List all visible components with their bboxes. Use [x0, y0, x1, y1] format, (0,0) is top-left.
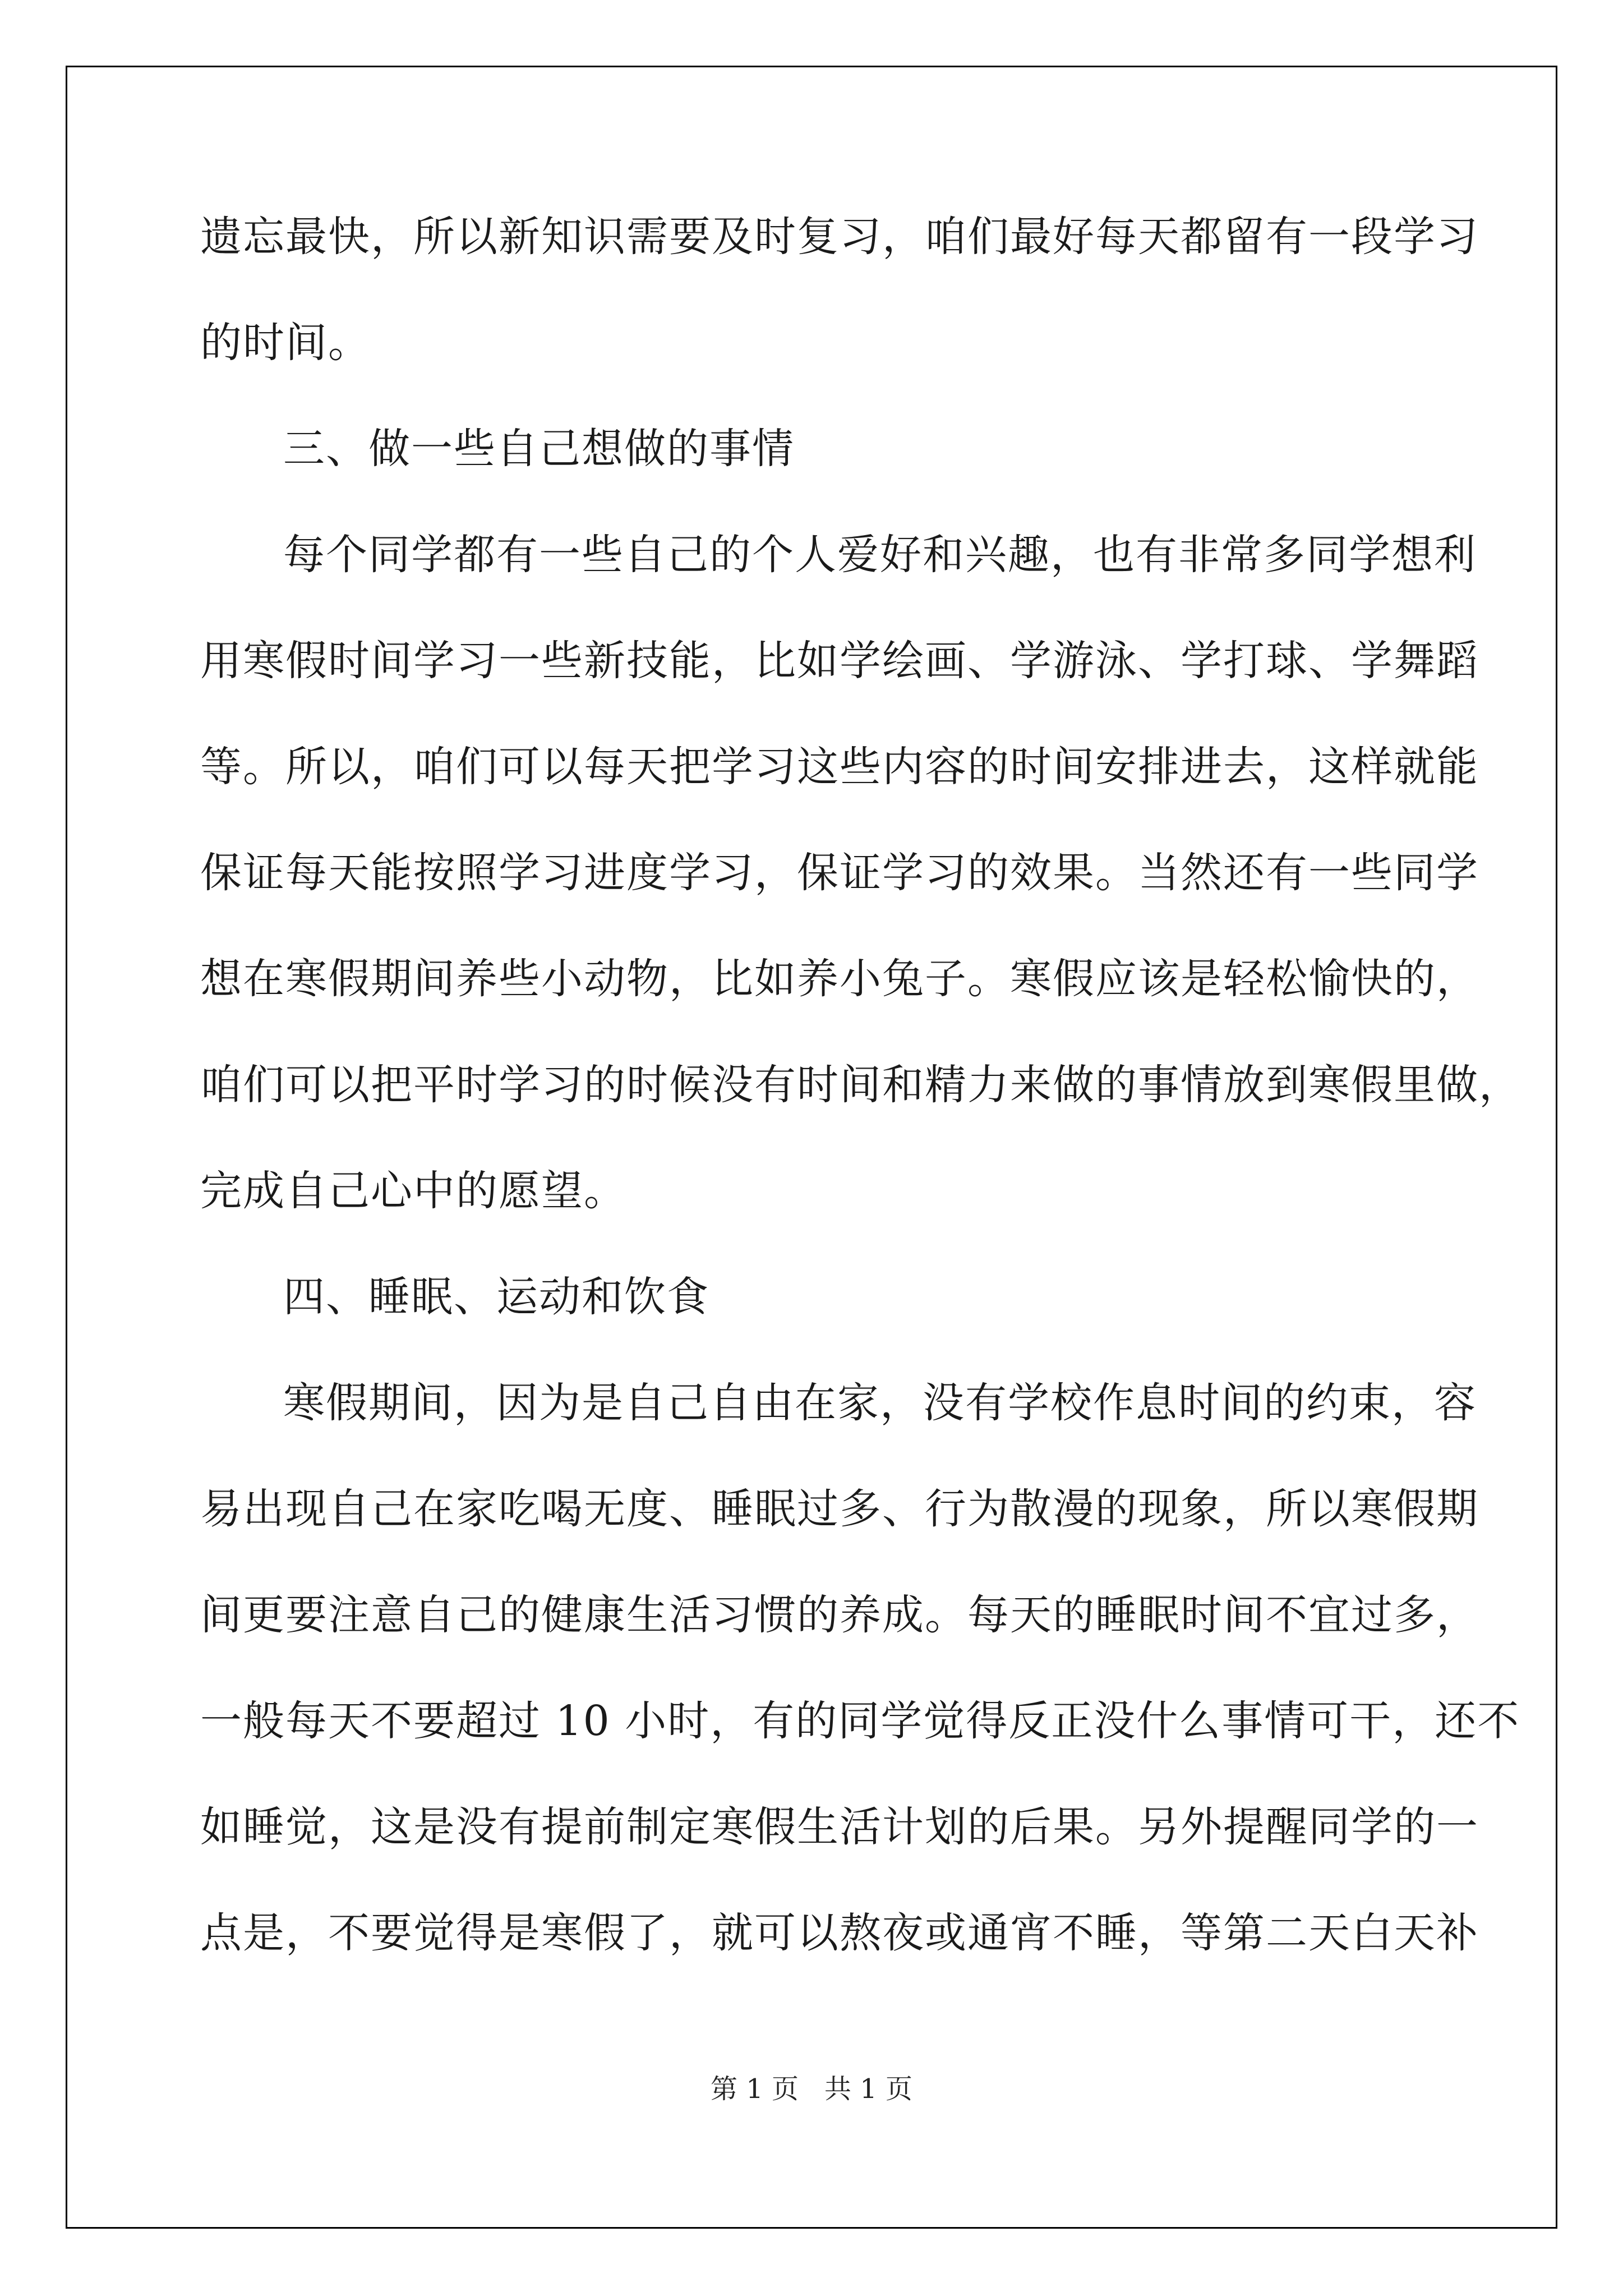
- text-line: 点是，不要觉得是寒假了，就可以熬夜或通宵不睡，等第二天白天补: [200, 1909, 1479, 1957]
- page-number: 第 1 页: [710, 2073, 799, 2105]
- text-line: 寒假期间，因为是自己自由在家，没有学校作息时间的约束，容: [283, 1379, 1477, 1427]
- section-heading: 三、做一些自己想做的事情: [283, 425, 795, 473]
- text-line: 如睡觉，这是没有提前制定寒假生活计划的后果。另外提醒同学的一: [200, 1803, 1479, 1851]
- text-line: 遗忘最快，所以新知识需要及时复习，咱们最好每天都留有一段学习: [200, 213, 1479, 261]
- section-heading: 四、睡眠、运动和饮食: [283, 1273, 709, 1321]
- document-body: [200, 213, 1521, 2018]
- text-line: 想在寒假期间养些小动物，比如养小兔子。寒假应该是轻松愉快的，: [200, 955, 1479, 1003]
- text-line: 等。所以，咱们可以每天把学习这些内容的时间安排进去，这样就能: [200, 743, 1479, 791]
- text-line: 用寒假时间学习一些新技能，比如学绘画、学游泳、学打球、学舞蹈: [200, 637, 1479, 685]
- text-line: 易出现自己在家吃喝无度、睡眠过多、行为散漫的现象，所以寒假期: [200, 1485, 1479, 1533]
- text-line: 完成自己心中的愿望。: [200, 1167, 626, 1215]
- text-line: 保证每天能按照学习进度学习，保证学习的效果。当然还有一些同学: [200, 849, 1479, 897]
- text-line: 每个同学都有一些自己的个人爱好和兴趣，也有非常多同学想利: [283, 531, 1477, 579]
- page-total: 共 1 页: [824, 2073, 913, 2105]
- text-line: 间更要注意自己的健康生活习惯的养成。每天的睡眠时间不宜过多，: [200, 1591, 1479, 1639]
- text-line: 咱们可以把平时学习的时候没有时间和精力来做的事情放到寒假里做，: [200, 1061, 1521, 1109]
- text-line: 的时间。: [200, 319, 371, 367]
- text-line: 一般每天不要超过 10 小时，有的同学觉得反正没什么事情可干，还不: [200, 1697, 1520, 1745]
- page-footer: [0, 2073, 1623, 2105]
